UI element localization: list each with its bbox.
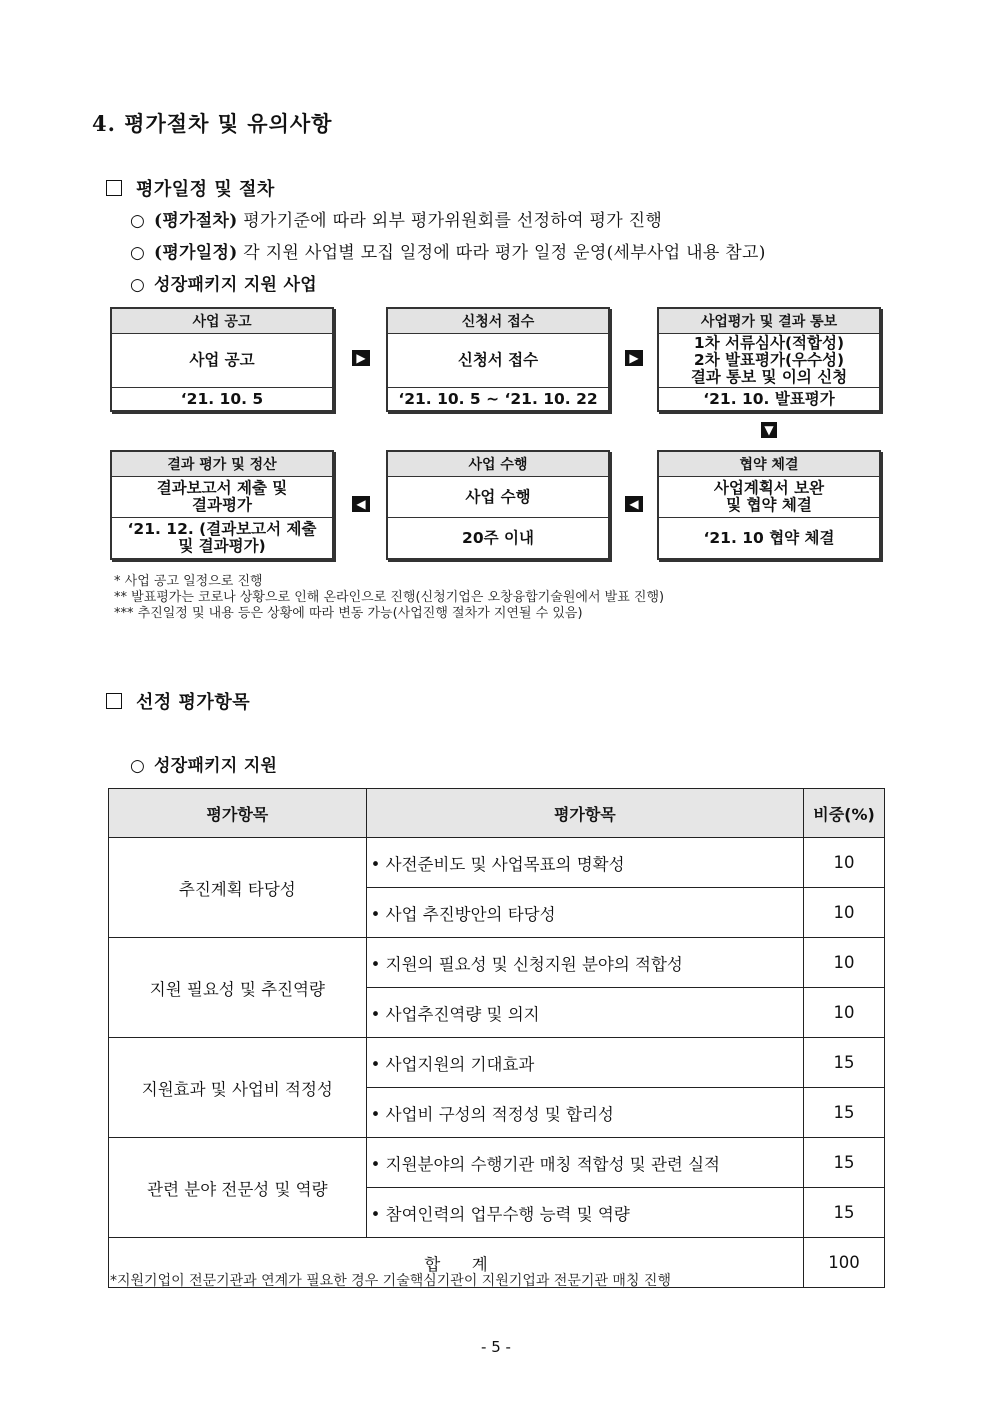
header-item: 평가항목	[366, 789, 803, 838]
circle-bullet-icon: ○	[130, 243, 146, 263]
weight-cell: 10	[804, 938, 885, 988]
flow-box-body: 결과보고서 제출 및 결과평가	[112, 477, 332, 518]
table-row	[109, 838, 885, 888]
item-cell: • 사업비 구성의 적정성 및 합리성	[366, 1088, 803, 1138]
section2-sub	[130, 751, 277, 776]
flow-box-body: 사업계획서 보완 및 협약 체결	[659, 477, 879, 518]
flow-box-body: 사업 공고	[112, 334, 332, 388]
flow-box-body: 1차 서류심사(적합성) 2차 발표평가(우수성) 결과 통보 및 이의 신청	[659, 334, 879, 388]
weight-cell: 10	[804, 988, 885, 1038]
circle-bullet-icon: ○	[130, 211, 146, 231]
item-cell: • 사업추진역량 및 의지	[366, 988, 803, 1038]
weight-cell: 15	[804, 1138, 885, 1188]
flow-box-footer: ‘21. 12. (결과보고서 제출 및 결과평가)	[127, 520, 317, 555]
evaluation-table	[108, 788, 885, 1288]
flow-box-header: 사업 수행	[388, 452, 608, 477]
note-line: * 사업 공고 일정으로 진행	[114, 574, 263, 589]
flow-box-header: 결과 평가 및 정산	[112, 452, 332, 477]
weight-cell: 10	[804, 888, 885, 938]
item-cell: • 사업지원의 기대효과	[366, 1038, 803, 1088]
flow-box-application	[386, 307, 610, 412]
flow-box-evaluation	[657, 307, 881, 412]
section2-title: 선정 평가항목	[136, 692, 251, 713]
page-number: - 5 -	[481, 1338, 511, 1356]
category-cell: 지원 필요성 및 추진역량	[109, 938, 367, 1038]
section1-title: 평가일정 및 절차	[136, 179, 275, 200]
bullet-bold: (평가일정)	[154, 243, 238, 263]
item-cell: • 사업 추진방안의 타당성	[366, 888, 803, 938]
circle-bullet-icon: ○	[130, 275, 146, 295]
section2-sub-label: 성장패키지 지원	[154, 756, 278, 776]
checkbox-icon	[106, 693, 122, 709]
flow-box-header: 사업평가 및 결과 통보	[659, 309, 879, 334]
arrow-down-icon: ▼	[761, 422, 777, 438]
bullet-item-2	[130, 238, 766, 263]
section1-title-row	[106, 175, 275, 201]
section2-title-row	[106, 688, 250, 714]
table-row	[109, 1138, 885, 1188]
flow-box-header: 사업 공고	[112, 309, 332, 334]
section-heading: 4. 평가절차 및 유의사항	[92, 111, 333, 136]
weight-cell: 15	[804, 1188, 885, 1238]
category-cell: 추진계획 타당성	[109, 838, 367, 938]
note-line: *** 추진일정 및 내용 등은 상황에 따라 변동 가능(사업진행 절차가 지연될 수 있음)	[114, 606, 583, 621]
flow-box-footer: ‘21. 10 협약 체결	[703, 528, 835, 547]
flow-box-body: 신청서 접수	[388, 334, 608, 388]
weight-cell: 15	[804, 1088, 885, 1138]
flow-box-settlement	[110, 450, 334, 560]
table-row	[109, 1038, 885, 1088]
item-cell: • 지원분야의 수행기관 매칭 적합성 및 관련 실적	[366, 1138, 803, 1188]
category-cell: 지원효과 및 사업비 적정성	[109, 1038, 367, 1138]
category-cell: 관련 분야 전문성 및 역량	[109, 1138, 367, 1238]
arrow-right-icon: ▶	[625, 350, 643, 366]
weight-cell: 10	[804, 838, 885, 888]
bullet-item-3	[130, 270, 317, 295]
table-header-row	[109, 789, 885, 838]
circle-bullet-icon: ○	[130, 756, 146, 776]
bullet-text: 평가기준에 따라 외부 평가위원회를 선정하여 평가 진행	[237, 211, 663, 231]
flow-box-footer: ‘21. 10. 발표평가	[703, 389, 835, 408]
table-row	[109, 938, 885, 988]
bullet-item-1	[130, 206, 662, 231]
item-cell: • 사전준비도 및 사업목표의 명확성	[366, 838, 803, 888]
flow-box-announcement	[110, 307, 334, 412]
flow-box-footer: ‘21. 10. 5 ~ ‘21. 10. 22	[398, 389, 598, 408]
bullet-text: 각 지원 사업별 모집 일정에 따라 평가 일정 운영(세부사업 내용 참고)	[237, 243, 766, 263]
note-line: ** 발표평가는 코로나 상황으로 인해 온라인으로 진행(신청기업은 오창융합기술원에서 발표 진행)	[114, 590, 665, 605]
total-label: 합 계	[109, 1238, 804, 1288]
bullet-bold: (평가절차)	[154, 211, 238, 231]
flow-box-header: 협약 체결	[659, 452, 879, 477]
arrow-left-icon: ◀	[625, 496, 643, 512]
arrow-right-icon: ▶	[352, 350, 370, 366]
flow-box-execution	[386, 450, 610, 560]
total-value: 100	[804, 1238, 885, 1288]
bullet-bold: 성장패키지 지원 사업	[154, 275, 317, 295]
item-cell: • 참여인력의 업무수행 능력 및 역량	[366, 1188, 803, 1238]
item-cell: • 지원의 필요성 및 신청지원 분야의 적합성	[366, 938, 803, 988]
flow-box-body: 사업 수행	[388, 477, 608, 518]
header-category: 평가항목	[109, 789, 367, 838]
weight-cell: 15	[804, 1038, 885, 1088]
flow-box-header: 신청서 접수	[388, 309, 608, 334]
flow-box-footer: 20주 이내	[462, 528, 534, 547]
flow-box-footer: ‘21. 10. 5	[180, 389, 264, 408]
flow-notes	[114, 574, 664, 622]
table-footnote: *지원기업이 전문기관과 연계가 필요한 경우 기술핵심기관이 지원기업과 전문기관 매칭 진행	[110, 1273, 671, 1289]
arrow-left-icon: ◀	[352, 496, 370, 512]
header-weight: 비중(%)	[804, 789, 885, 838]
flow-box-agreement	[657, 450, 881, 560]
checkbox-icon	[106, 180, 122, 196]
